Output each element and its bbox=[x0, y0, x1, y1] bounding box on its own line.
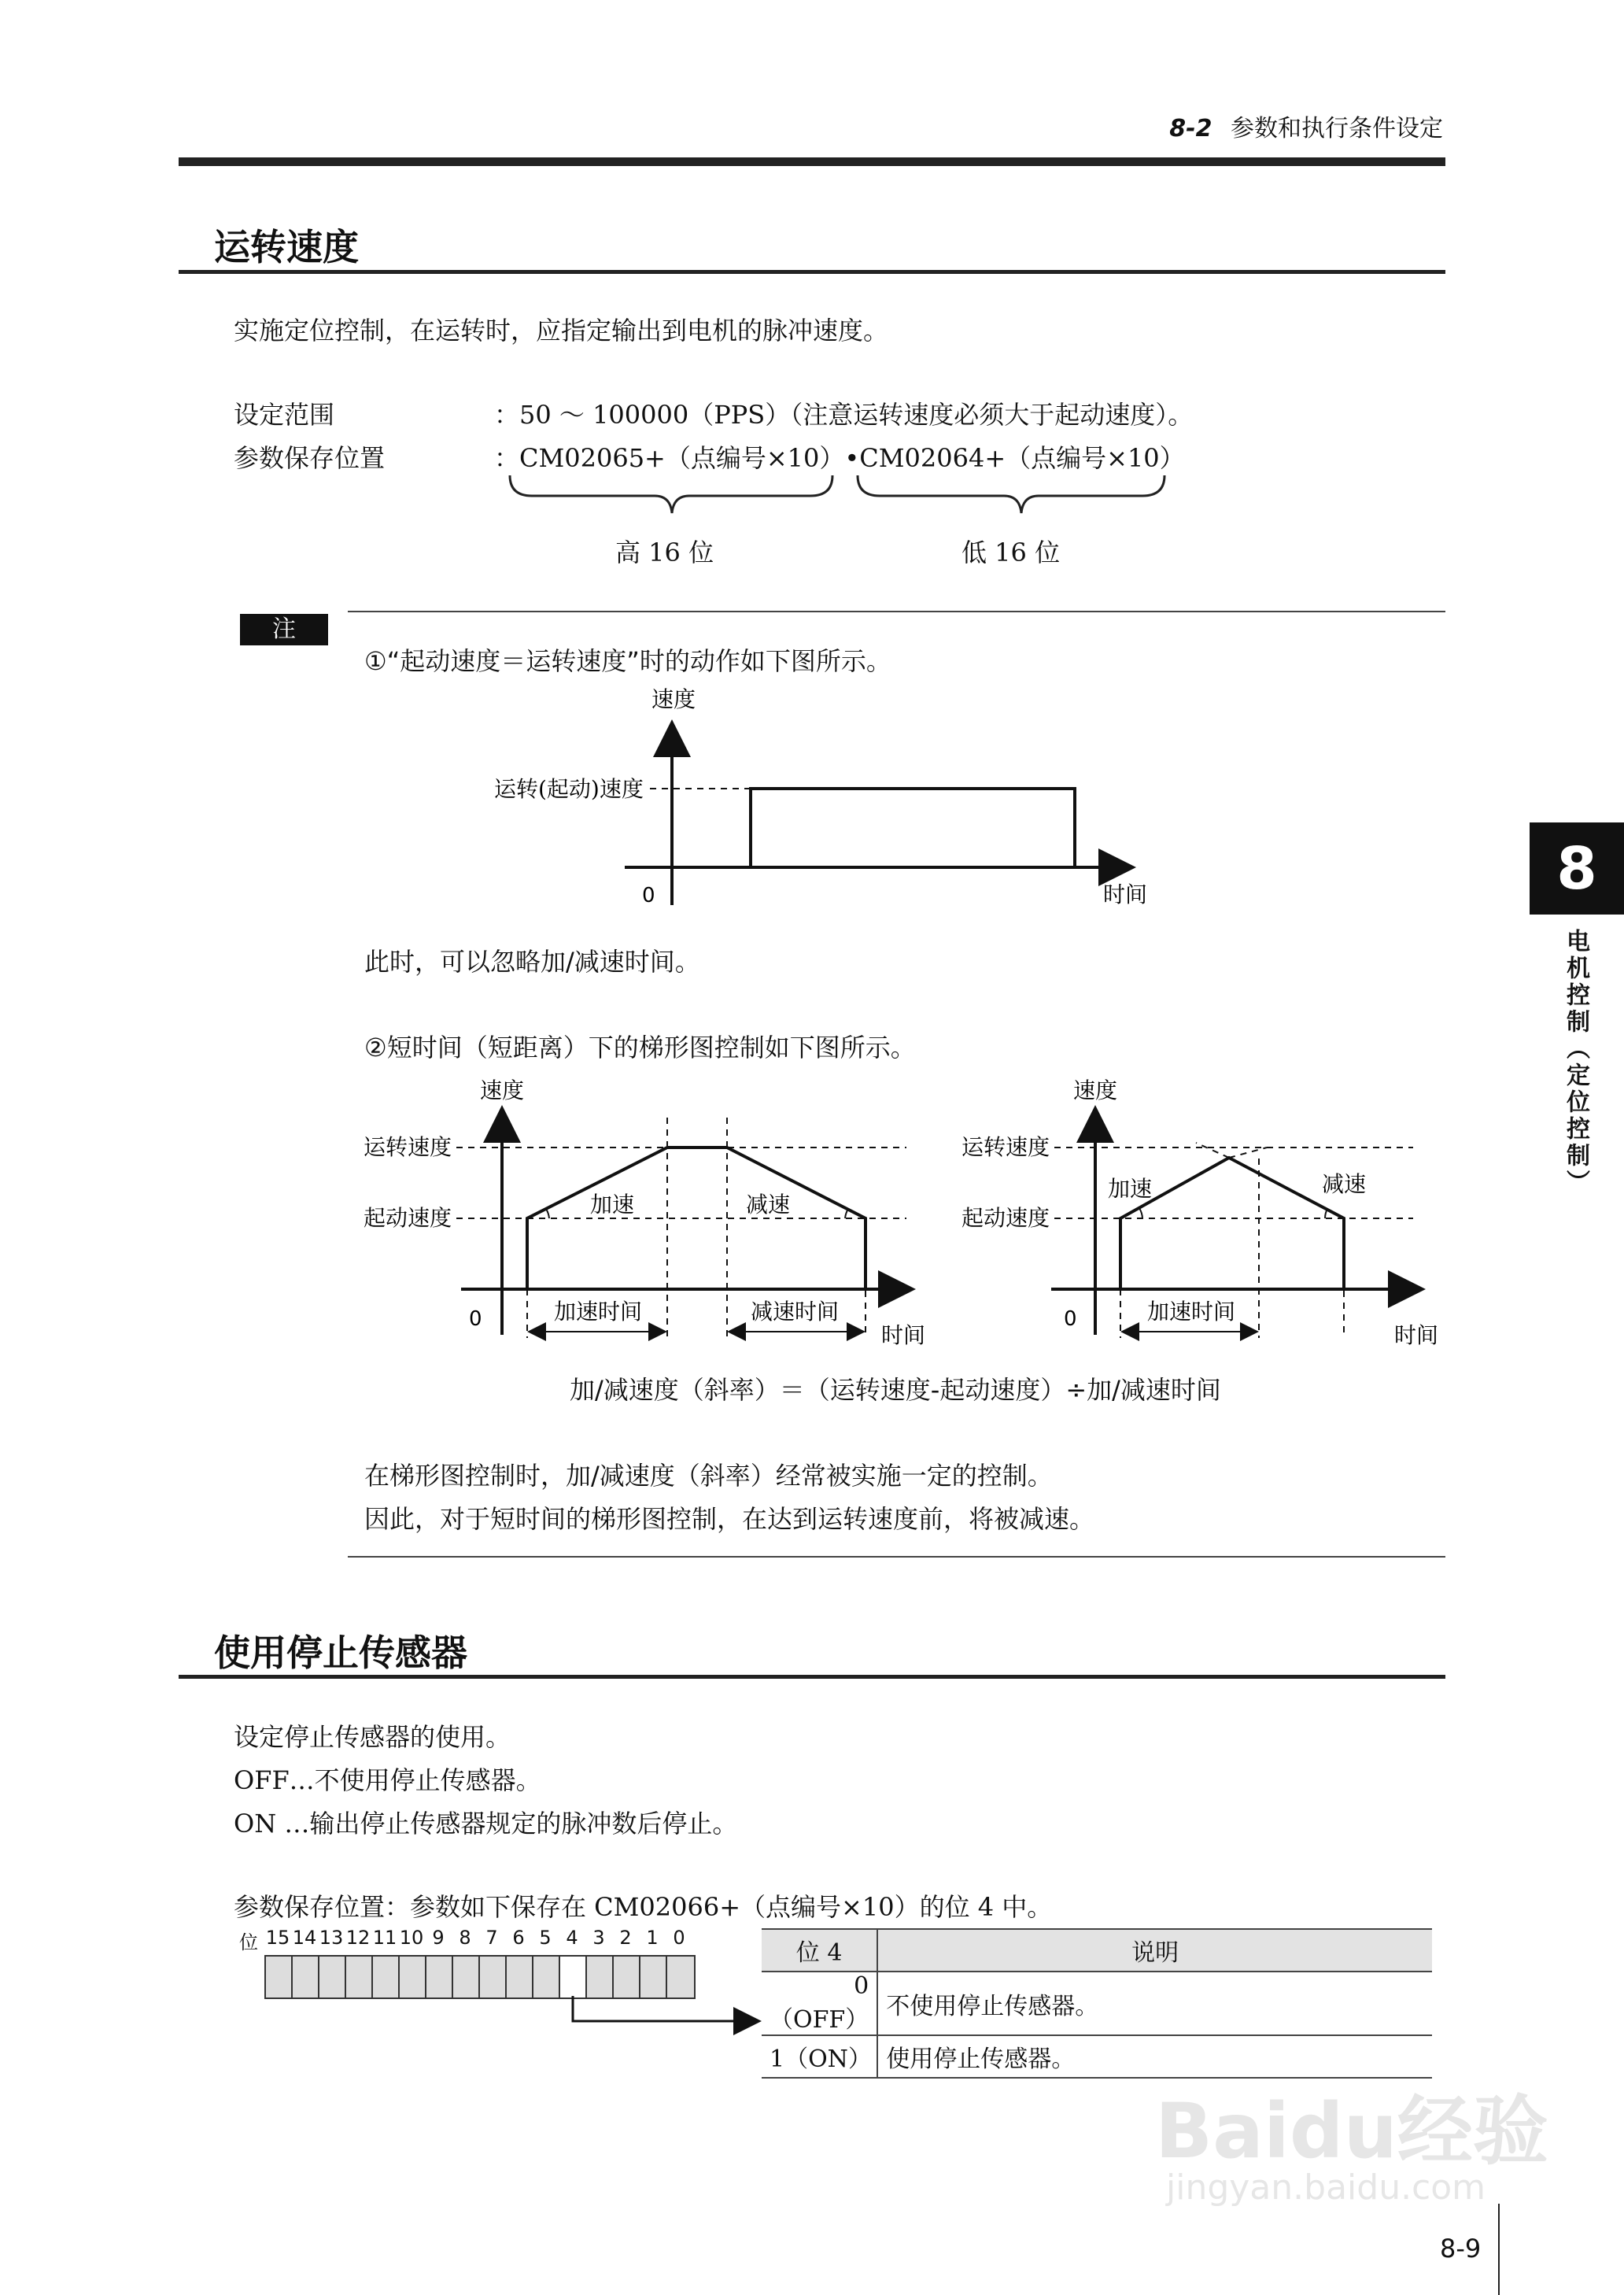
bit-number: 6 bbox=[512, 1927, 525, 1949]
chart2-decel-label: 减速 bbox=[746, 1192, 791, 1218]
range-label: 设定范围 bbox=[234, 400, 335, 430]
chart2-accel-angle bbox=[546, 1209, 549, 1218]
bit-cell-12 bbox=[346, 1957, 373, 1998]
braces bbox=[472, 471, 1180, 518]
speed-formula: 加/减速度（斜率）＝（运转速度-起动速度）÷加/减速时间 bbox=[570, 1375, 1221, 1405]
chart1-origin: 0 bbox=[642, 884, 655, 907]
chart3-speed-profile bbox=[1120, 1158, 1344, 1289]
bit-cell-0 bbox=[667, 1957, 694, 1998]
bit4-pointer-arrow bbox=[551, 1996, 787, 2043]
bit-cell-15 bbox=[266, 1957, 293, 1998]
bit-cell-4-highlight bbox=[560, 1957, 587, 1998]
chart1-x-label: 时间 bbox=[1103, 881, 1148, 907]
chart2-origin: 0 bbox=[469, 1307, 482, 1331]
page-number-rule bbox=[1498, 2204, 1500, 2295]
chart2-y-label: 速度 bbox=[480, 1077, 525, 1103]
note-paragraph-1: 在梯形图控制时，加/减速度（斜率）经常被实施一定的控制。 bbox=[364, 1461, 1053, 1491]
chart-constant-speed bbox=[472, 685, 1180, 921]
bit-number: 3 bbox=[592, 1927, 605, 1949]
bit-cell-5 bbox=[533, 1957, 560, 1998]
section-rule bbox=[179, 270, 1445, 274]
note-badge: 注 bbox=[240, 614, 328, 645]
header-section-number: 8-2 bbox=[1169, 115, 1212, 142]
chart3-origin: 0 bbox=[1064, 1307, 1077, 1331]
bit-number: 11 bbox=[372, 1927, 397, 1949]
chart2-accel-time-label: 加速时间 bbox=[554, 1299, 643, 1325]
bit-number: 7 bbox=[485, 1927, 498, 1949]
high-word-brace bbox=[510, 475, 832, 513]
chart1-y-label: 速度 bbox=[651, 686, 696, 712]
bit-number: 14 bbox=[292, 1927, 317, 1949]
chart3-accel-time-label: 加速时间 bbox=[1147, 1299, 1236, 1325]
param-location-value: ：CM02065+（点编号×10）•CM02064+（点编号×10） bbox=[494, 443, 1185, 473]
bit-number: 9 bbox=[432, 1927, 445, 1949]
chart1-speed-profile bbox=[751, 789, 1075, 867]
param-location-label: 参数保存位置 bbox=[234, 443, 386, 473]
low-16-bit-label: 低 16 位 bbox=[961, 538, 1061, 567]
stop-sensor-param-line: 参数保存位置：参数如下保存在 CM02066+（点编号×10）的位 4 中。 bbox=[234, 1892, 1053, 1922]
stop-sensor-line2: OFF…不使用停止传感器。 bbox=[234, 1765, 541, 1795]
bit-number: 0 bbox=[673, 1927, 685, 1949]
bit-cell-8 bbox=[453, 1957, 480, 1998]
low-word-brace bbox=[858, 475, 1164, 513]
chapter-tab bbox=[1530, 822, 1624, 915]
chart3 bbox=[961, 1077, 1438, 1348]
chart3-accel-angle bbox=[1139, 1208, 1142, 1218]
note-item1: ①“起动速度＝运转速度”时的动作如下图所示。 bbox=[364, 646, 891, 676]
bit-cell-11 bbox=[373, 1957, 400, 1998]
bit-number: 12 bbox=[345, 1927, 371, 1949]
bit-cell-6 bbox=[507, 1957, 533, 1998]
section1-intro: 实施定位控制，在运转时，应指定输出到电机的脉冲速度。 bbox=[234, 316, 889, 346]
chart2-decel-angle bbox=[845, 1209, 848, 1218]
bit-number: 4 bbox=[566, 1927, 578, 1949]
bit-number: 1 bbox=[646, 1927, 659, 1949]
section-title-running-speed: 运转速度 bbox=[214, 226, 359, 268]
bit-cell-3 bbox=[587, 1957, 614, 1998]
stop-sensor-line3: ON …输出停止传感器规定的脉冲数后停止。 bbox=[234, 1809, 738, 1839]
chart3-y-label: 速度 bbox=[1073, 1077, 1118, 1103]
bit-register bbox=[264, 1955, 696, 1999]
note-paragraph-2: 因此，对于短时间的梯形图控制，在达到运转速度前，将被减速。 bbox=[364, 1504, 1095, 1534]
chart2-decel-time-label: 减速时间 bbox=[751, 1299, 840, 1325]
header-section-title: 参数和执行条件设定 bbox=[1231, 115, 1443, 142]
bit-value-cell: 0（OFF） bbox=[762, 1972, 877, 2035]
bit-cell-13 bbox=[319, 1957, 346, 1998]
chart1-level-label: 运转(起动)速度 bbox=[494, 776, 644, 802]
chart3-start-label: 起动速度 bbox=[961, 1205, 1050, 1231]
bit-number-row bbox=[264, 1927, 692, 1949]
chart3-x-label: 时间 bbox=[1394, 1322, 1439, 1348]
chart2-start-label: 起动速度 bbox=[364, 1205, 452, 1231]
chart2-x-label: 时间 bbox=[881, 1322, 926, 1348]
note-top-rule bbox=[348, 611, 1445, 612]
bit-number: 2 bbox=[619, 1927, 632, 1949]
bit-cell-14 bbox=[293, 1957, 319, 1998]
note-bottom-rule bbox=[348, 1556, 1445, 1558]
high-16-bit-label: 高 16 位 bbox=[615, 538, 714, 567]
watermark-brand: Baidu经验 bbox=[1155, 2087, 1548, 2175]
range-value: ：50 ～ 100000（PPS）（注意运转速度必须大于起动速度）。 bbox=[494, 400, 1194, 430]
stop-sensor-line1: 设定停止传感器的使用。 bbox=[234, 1722, 511, 1752]
table-row bbox=[762, 1972, 1432, 2035]
bit-cell-9 bbox=[426, 1957, 453, 1998]
chart3-decel-label: 减速 bbox=[1322, 1171, 1367, 1197]
bit-cell-10 bbox=[400, 1957, 426, 1998]
note-item2: ②短时间（短距离）下的梯形图控制如下图所示。 bbox=[364, 1033, 916, 1062]
chart2 bbox=[364, 1077, 925, 1348]
bit-value-cell: 1（ON） bbox=[762, 2035, 877, 2078]
chapter-tab-label: 电机控制（定位控制） bbox=[1562, 929, 1589, 1196]
bit4-table bbox=[762, 1928, 1432, 2079]
section2-rule bbox=[179, 1675, 1445, 1679]
bit-label: 位 bbox=[239, 1931, 258, 1953]
chart3-accel-extension bbox=[1229, 1148, 1267, 1158]
description-cell: 不使用停止传感器。 bbox=[877, 1972, 1432, 2035]
chart3-decel-extension bbox=[1196, 1143, 1229, 1158]
note-item1-after: 此时，可以忽略加/减速时间。 bbox=[364, 947, 700, 977]
chapter-number: 8 bbox=[1556, 834, 1597, 903]
page-number: 8-9 bbox=[1440, 2234, 1482, 2264]
charts-trapezoid bbox=[346, 1070, 1463, 1354]
bit4-column-header: 位 4 bbox=[762, 1929, 877, 1972]
chart3-accel-label: 加速 bbox=[1108, 1176, 1153, 1202]
bit-cell-1 bbox=[640, 1957, 667, 1998]
bit-number: 15 bbox=[265, 1927, 290, 1949]
chart2-accel-label: 加速 bbox=[590, 1192, 635, 1218]
bit-number: 13 bbox=[319, 1927, 344, 1949]
running-header bbox=[1169, 109, 1443, 143]
watermark-url: jingyan.baidu.com bbox=[1166, 2168, 1486, 2208]
bit-number: 10 bbox=[399, 1927, 424, 1949]
bit-cell-7 bbox=[480, 1957, 507, 1998]
chart3-run-label: 运转速度 bbox=[961, 1134, 1050, 1160]
description-cell: 使用停止传感器。 bbox=[877, 2035, 1432, 2078]
bit-number: 5 bbox=[539, 1927, 552, 1949]
header-rule bbox=[179, 157, 1445, 166]
bit-cell-2 bbox=[614, 1957, 640, 1998]
description-column-header: 说明 bbox=[877, 1929, 1432, 1972]
chart2-run-label: 运转速度 bbox=[364, 1134, 452, 1160]
bit-number: 8 bbox=[459, 1927, 471, 1949]
bit4-table-header bbox=[762, 1929, 1432, 1972]
section-title-stop-sensor: 使用停止传感器 bbox=[214, 1632, 467, 1674]
